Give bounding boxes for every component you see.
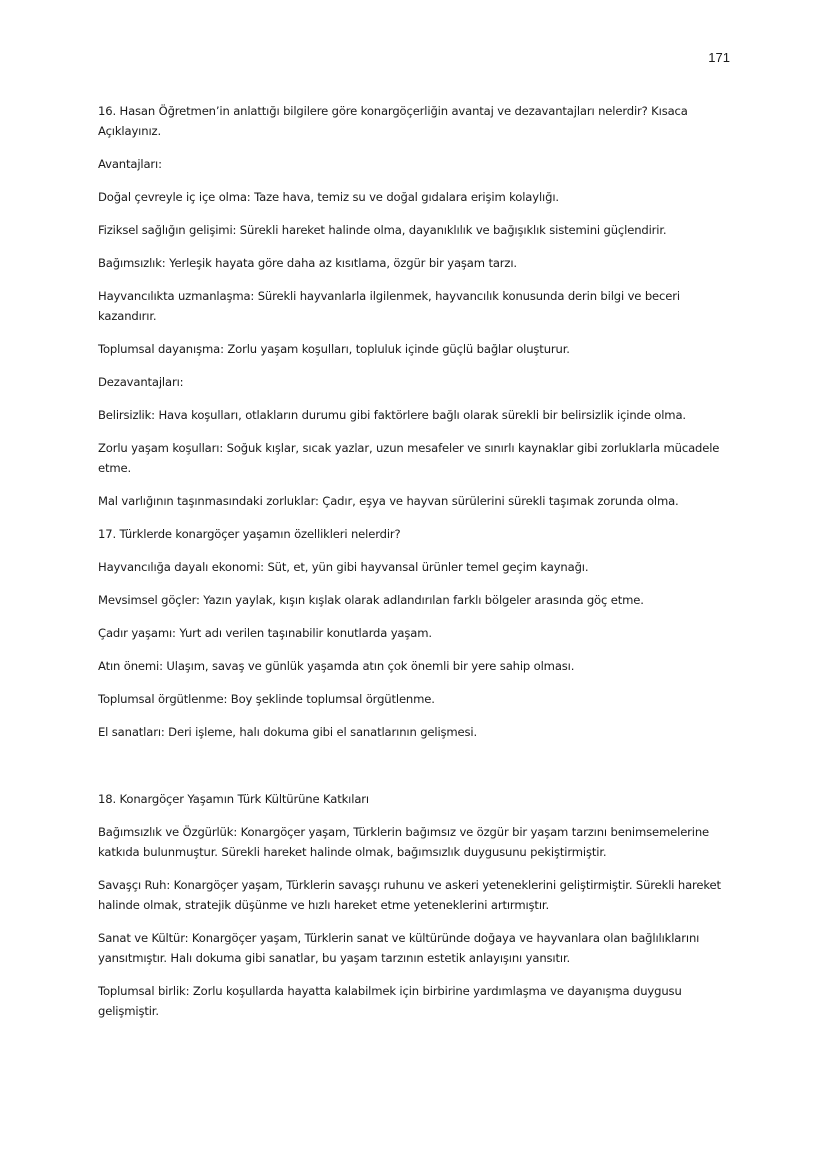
page-number: 171 [708, 50, 730, 65]
advantage-item: Doğal çevreyle iç içe olma: Taze hava, temiz su ve doğal gıdalara erişim kolaylığı. [98, 190, 559, 204]
question-16: 16. Hasan Öğretmen’in anlattığı bilgilere göre konargöçerliğin avantaj ve dezavantajları nelerdir? Kısaca Açıklayınız. [98, 104, 688, 138]
advantage-item: Fiziksel sağlığın gelişimi: Sürekli hareket halinde olma, dayanıklılık ve bağışıklık sistemini güçlendirir. [98, 223, 667, 237]
disadvantage-item: Zorlu yaşam koşulları: Soğuk kışlar, sıcak yazlar, uzun mesafeler ve sınırlı kaynaklar gibi zorluklarla mücadele etme. [98, 441, 720, 475]
disadvantages-heading: Dezavantajları: [98, 375, 184, 389]
question-18: 18. Konargöçer Yaşamın Türk Kültürüne Katkıları [98, 792, 369, 806]
contribution-item: Bağımsızlık ve Özgürlük: Konargöçer yaşam, Türklerin bağımsız ve özgür bir yaşam tarzını benimsemelerine katkıda bulunmuştur. Sürekli hareket halinde olmak, bağımsızlık duygusunu pekiştirmiştir. [98, 825, 710, 859]
feature-item: Çadır yaşamı: Yurt adı verilen taşınabilir konutlarda yaşam. [98, 626, 432, 640]
section-spacer [98, 755, 738, 789]
feature-item: El sanatları: Deri işleme, halı dokuma gibi el sanatlarının gelişmesi. [98, 725, 478, 739]
question-17: 17. Türklerde konargöçer yaşamın özellikleri nelerdir? [98, 527, 401, 541]
document-body [98, 101, 738, 1034]
advantage-item: Toplumsal dayanışma: Zorlu yaşam koşulları, topluluk içinde güçlü bağlar oluşturur. [98, 342, 570, 356]
advantages-heading: Avantajları: [98, 157, 162, 171]
contribution-item: Sanat ve Kültür: Konargöçer yaşam, Türklerin sanat ve kültüründe doğaya ve hayvanlara olan bağlılıklarını yansıtmıştır. Halı dokuma gibi sanatlar, bu yaşam tarzının estetik anlayışını yansıtır. [98, 931, 700, 965]
disadvantage-item: Belirsizlik: Hava koşulları, otlakların durumu gibi faktörlere bağlı olarak sürekli bir belirsizlik içinde olma. [98, 408, 686, 422]
feature-item: Atın önemi: Ulaşım, savaş ve günlük yaşamda atın çok önemli bir yere sahip olması. [98, 659, 575, 673]
contribution-item: Savaşçı Ruh: Konargöçer yaşam, Türklerin savaşçı ruhunu ve askeri yeteneklerini geliştirmiştir. Sürekli hareket halinde olmak, stratejik düşünme ve hızlı hareket etme yeteneklerini artırmıştır. [98, 878, 721, 912]
advantage-item: Bağımsızlık: Yerleşik hayata göre daha az kısıtlama, özgür bir yaşam tarzı. [98, 256, 517, 270]
contribution-item: Toplumsal birlik: Zorlu koşullarda hayatta kalabilmek için birbirine yardımlaşma ve dayanışma duygusu gelişmiştir. [98, 984, 682, 1018]
advantage-item: Hayvancılıkta uzmanlaşma: Sürekli hayvanlarla ilgilenmek, hayvancılık konusunda derin bilgi ve beceri kazandırır. [98, 289, 680, 323]
feature-item: Mevsimsel göçler: Yazın yaylak, kışın kışlak olarak adlandırılan farklı bölgeler arasında göç etme. [98, 593, 644, 607]
feature-item: Hayvancılığa dayalı ekonomi: Süt, et, yün gibi hayvansal ürünler temel geçim kaynağı. [98, 560, 589, 574]
feature-item: Toplumsal örgütlenme: Boy şeklinde toplumsal örgütlenme. [98, 692, 435, 706]
disadvantage-item: Mal varlığının taşınmasındaki zorluklar: Çadır, eşya ve hayvan sürülerini sürekli taşımak zorunda olma. [98, 494, 679, 508]
